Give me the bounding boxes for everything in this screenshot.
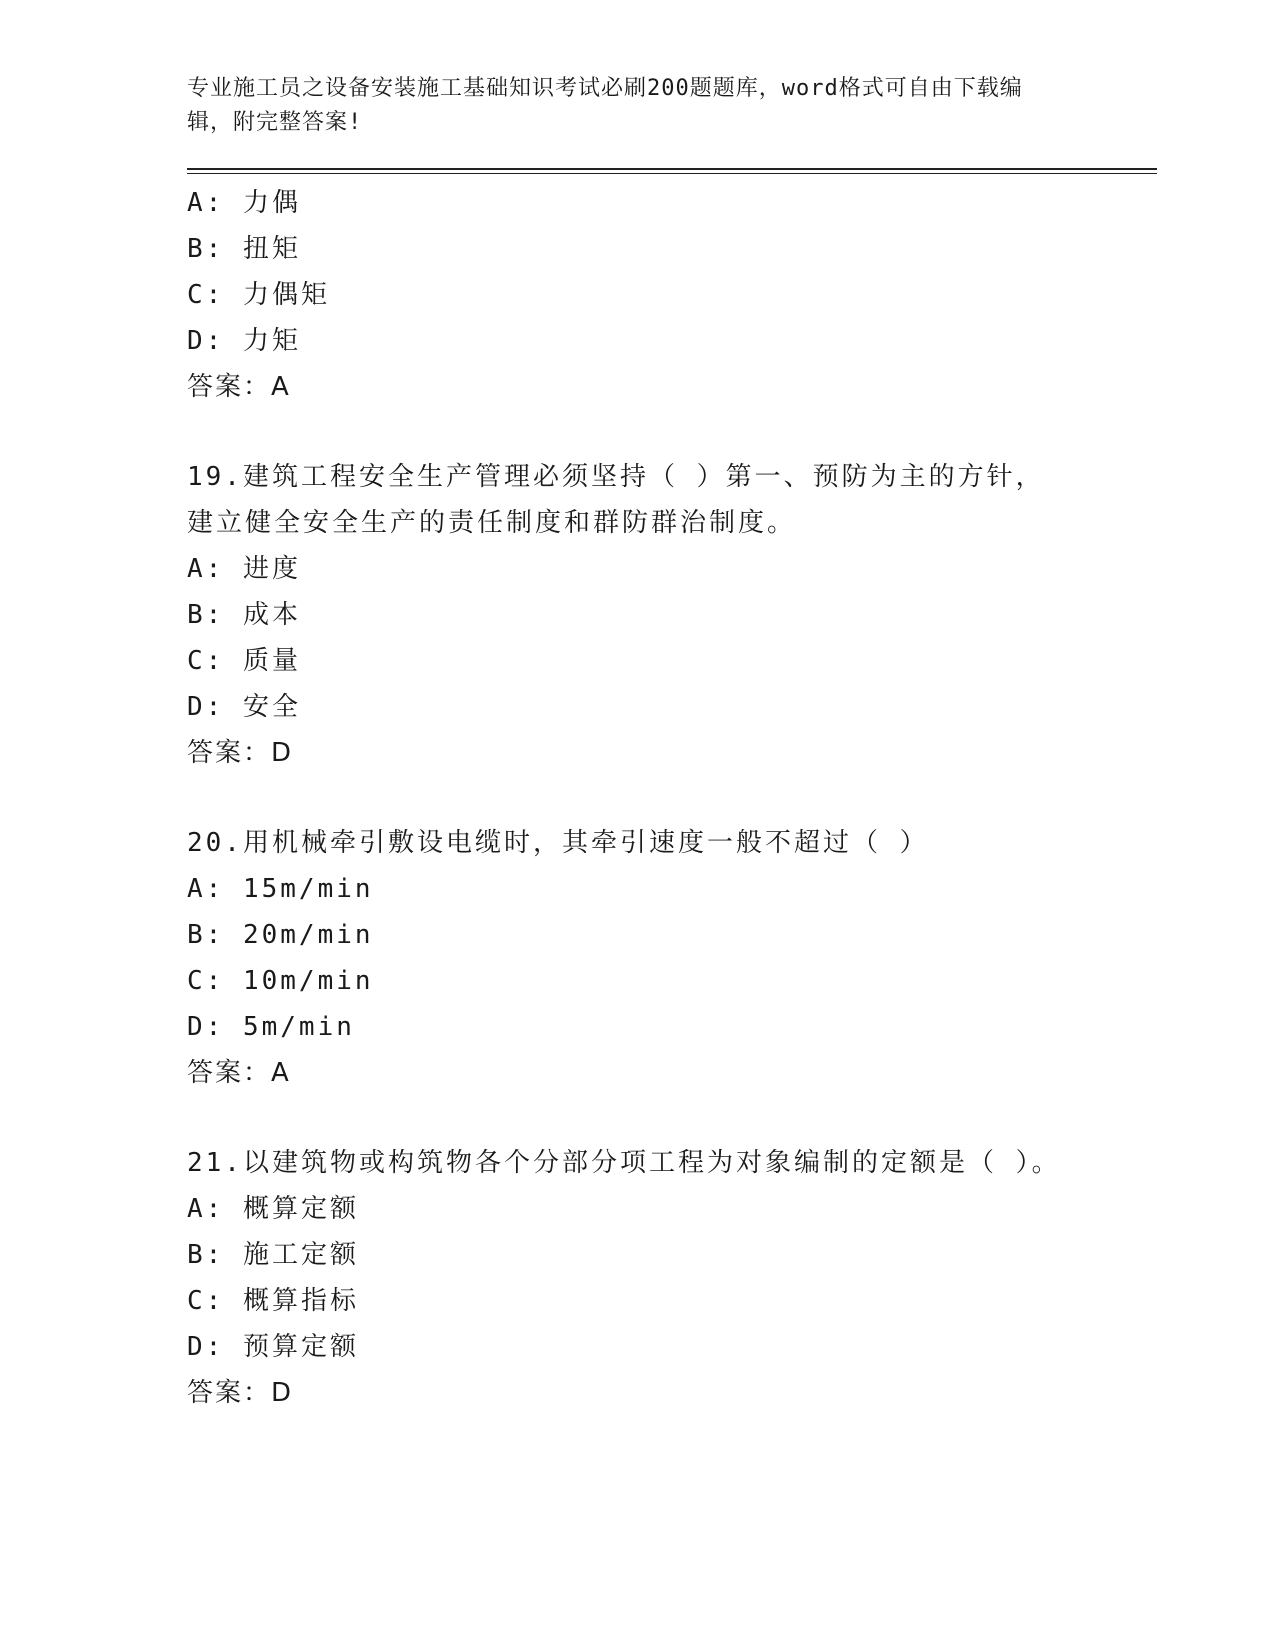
option-b: B: 成本 — [187, 600, 301, 630]
question-20 — [187, 820, 1157, 1096]
question-18-tail — [187, 180, 1157, 410]
option-c: C: 质量 — [187, 646, 301, 676]
question-text: 19.建筑工程安全生产管理必须坚持（ ）第一、预防为主的方针，建立健全安全生产的责任制度和群防群治制度。 — [187, 462, 1045, 538]
answer: 答案：D — [187, 738, 294, 768]
option-a: A: 进度 — [187, 554, 301, 584]
option-d: D: 预算定额 — [187, 1332, 359, 1362]
question-19 — [187, 454, 1157, 776]
option-a: A: 力偶 — [187, 188, 301, 218]
option-c: C: 力偶矩 — [187, 280, 330, 310]
option-a: A: 15m/min — [187, 874, 374, 904]
option-d: D: 5m/min — [187, 1012, 355, 1042]
header-divider — [187, 168, 1157, 174]
document-title: 专业施工员之设备安装施工基础知识考试必刷200题题库，word格式可自由下载编辑，附完整答案! — [187, 76, 1023, 135]
question-21 — [187, 1140, 1157, 1416]
option-b: B: 施工定额 — [187, 1240, 359, 1270]
option-d: D: 力矩 — [187, 326, 301, 356]
answer: 答案：D — [187, 1378, 294, 1408]
option-d: D: 安全 — [187, 692, 301, 722]
option-c: C: 概算指标 — [187, 1286, 359, 1316]
option-b: B: 扭矩 — [187, 234, 301, 264]
option-a: A: 概算定额 — [187, 1194, 359, 1224]
option-b: B: 20m/min — [187, 920, 374, 950]
document-page — [187, 72, 1157, 1416]
answer: 答案：A — [187, 1058, 291, 1088]
option-c: C: 10m/min — [187, 966, 374, 996]
question-text: 21.以建筑物或构筑物各个分部分项工程为对象编制的定额是（ ）。 — [187, 1148, 1061, 1178]
question-text: 20.用机械牵引敷设电缆时，其牵引速度一般不超过（ ） — [187, 828, 929, 858]
answer: 答案：A — [187, 372, 291, 402]
